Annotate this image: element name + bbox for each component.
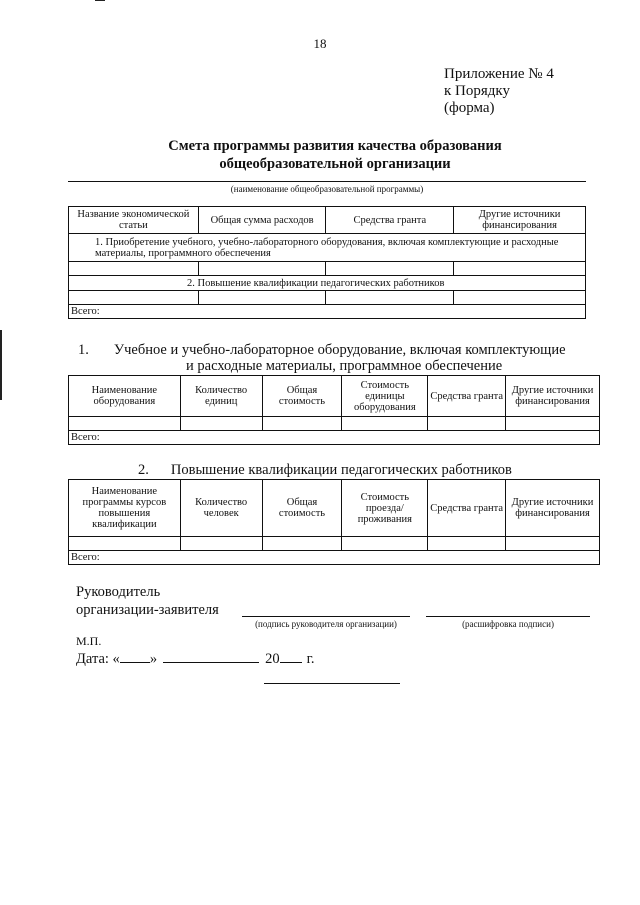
appendix-line: (форма) (444, 100, 495, 116)
header-cell: Общая стоимость (262, 376, 342, 417)
program-name-caption: (наименование общеобразовательной программы) (230, 184, 424, 194)
month-blank (163, 662, 259, 663)
signature-caption: (подпись руководителя организации) (255, 619, 397, 629)
header-cell: Наименование программы курсов повышения квалификации (69, 480, 181, 537)
signatory-line: организации-заявителя (76, 602, 219, 618)
budget-row-training: 2. Повышение квалификации педагогических работников (69, 276, 586, 291)
date-field (76, 650, 315, 668)
header-cell: Количество единиц (180, 376, 262, 417)
header-cell: Наименование оборудования (69, 376, 181, 417)
stamp-place: М.П. (76, 634, 102, 648)
header-cell: Другие источники финансирования (454, 207, 586, 234)
table-cell (454, 291, 586, 305)
section-number: 2. (138, 462, 149, 478)
table-cell (69, 291, 199, 305)
scan-mark (0, 330, 2, 400)
header-cell: Средства гранта (428, 376, 506, 417)
appendix-heading (444, 66, 554, 117)
name-decode-line (426, 616, 590, 617)
signature-line (242, 616, 410, 617)
total-row: Всего: (69, 551, 600, 565)
table-cell (69, 417, 181, 431)
table-cell (342, 417, 428, 431)
table-cell (506, 537, 600, 551)
header-cell: Средства гранта (326, 207, 454, 234)
table-cell (262, 537, 342, 551)
section-title-line: Учебное и учебно-лабораторное оборудование, включая комплектующие (113, 342, 566, 358)
section-title-line: и расходные материалы, программное обеспечение (186, 358, 503, 374)
table-cell (69, 537, 181, 551)
table-cell (428, 417, 506, 431)
name-decode-caption: (расшифровка подписи) (462, 619, 554, 629)
budget-row-equipment: 1. Приобретение учебного, учебно-лабораторного оборудования, включая комплектующие и расходные материалы, программного обеспечения (69, 234, 586, 262)
appendix-line: к Порядку (444, 83, 510, 99)
day-blank (120, 662, 150, 663)
section2-heading (138, 462, 598, 478)
year-blank (280, 662, 302, 663)
table-cell (454, 262, 586, 276)
table-cell (262, 417, 342, 431)
table-cell (180, 537, 262, 551)
header-cell: Другие источники финансирования (506, 480, 600, 537)
date-quote: » (149, 651, 158, 667)
table-cell (506, 417, 600, 431)
table-cell (198, 262, 326, 276)
total-row: Всего: (69, 431, 600, 445)
total-row: Всего: (69, 305, 586, 319)
table-cell (428, 537, 506, 551)
header-cell: Другие источники финансирования (506, 376, 600, 417)
table-cell (180, 417, 262, 431)
table-cell (198, 291, 326, 305)
header-cell: Стоимость единицы оборудования (342, 376, 428, 417)
program-name-line (68, 181, 586, 182)
document-title (120, 137, 550, 173)
table-cell (326, 262, 454, 276)
footer-line (264, 683, 400, 684)
table-cell (342, 537, 428, 551)
table-cell (326, 291, 454, 305)
table-cell (69, 262, 199, 276)
scan-mark (95, 0, 105, 1)
section1-heading (78, 342, 598, 374)
equipment-table (68, 375, 600, 445)
signatory-label (76, 583, 219, 619)
header-cell: Количество человек (180, 480, 262, 537)
header-cell: Название экономической статьи (69, 207, 199, 234)
title-line: общеобразовательной организации (219, 156, 451, 172)
header-cell: Средства гранта (428, 480, 506, 537)
training-table (68, 479, 600, 565)
date-label: Дата: « (76, 651, 120, 667)
year-suffix: г. (306, 651, 315, 667)
signatory-line: Руководитель (76, 584, 161, 600)
page-number: 18 (313, 36, 327, 51)
section-title: Повышение квалификации педагогических работников (170, 462, 512, 478)
year-label: 20 (265, 651, 280, 667)
header-cell: Общая стоимость (262, 480, 342, 537)
appendix-line: Приложение № 4 (444, 66, 554, 82)
header-cell: Стоимость проезда/ проживания (342, 480, 428, 537)
title-line: Смета программы развития качества образования (168, 138, 502, 154)
header-cell: Общая сумма расходов (198, 207, 326, 234)
budget-table (68, 206, 586, 319)
section-number: 1. (78, 342, 89, 358)
